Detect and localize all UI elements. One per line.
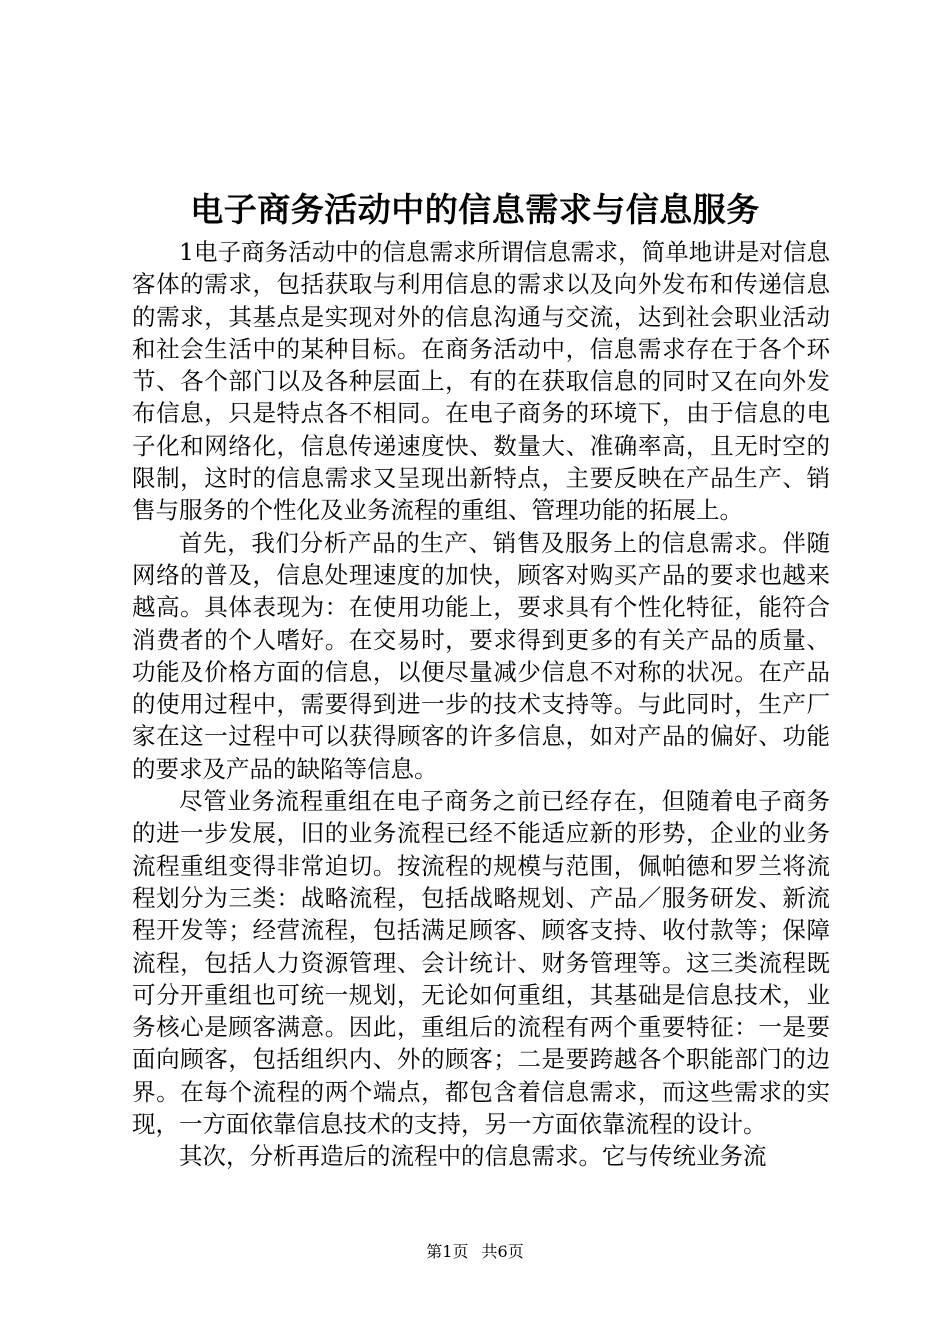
paragraph-4: 其次，分析再造后的流程中的信息需求。它与传统业务流	[179, 1142, 767, 1171]
document-body	[132, 236, 830, 1173]
document-title: 电子商务活动中的信息需求与信息服务	[190, 190, 760, 229]
paragraph-2: 首先，我们分析产品的生产、销售及服务上的信息需求。伴随网络的普及，信息处理速度的加快，顾客对购买产品的要求也越来越高。具体表现为：在使用功能上，要求具有个性化特征，能符合消费者的个人嗜好。在交易时，要求得到更多的有关产品的质量、功能及价格方面的信息，以便尽量减少信息不对称的状况。在产品的使用过程中，需要得到进一步的技术支持等。与此同时，生产厂家在这一过程中可以获得顾客的许多信息，如对产品的偏好、功能的要求及产品的缺陷等信息。	[132, 528, 830, 783]
paragraph-1: 1电子商务活动中的信息需求所谓信息需求，简单地讲是对信息客体的需求，包括获取与利用信息的需求以及向外发布和传递信息的需求，其基点是实现对外的信息沟通与交流，达到社会职业活动和社会生活中的某种目标。在商务活动中，信息需求存在于各个环节、各个部门以及各种层面上，有的在获取信息的同时又在向外发布信息，只是特点各不相同。在电子商务的环境下，由于信息的电子化和网络化，信息传递速度快、数量大、准确率高，且无时空的限制，这时的信息需求又呈现出新特点，主要反映在产品生产、销售与服务的个性化及业务流程的重组、管理功能的拓展上。	[132, 238, 830, 525]
page-total: 共6页	[481, 1242, 524, 1261]
page-footer	[0, 1241, 950, 1263]
paragraph-3: 尽管业务流程重组在电子商务之前已经存在，但随着电子商务的进一步发展，旧的业务流程已经不能适应新的形势，企业的业务流程重组变得非常迫切。按流程的规模与范围，佩帕德和罗兰将流程划分为三类：战略流程，包括战略规划、产品／服务研发、新流程开发等；经营流程，包括满足顾客、顾客支持、收付款等；保障流程，包括人力资源管理、会计统计、财务管理等。这三类流程既可分开重组也可统一规划，无论如何重组，其基础是信息技术，业务核心是顾客满意。因此，重组后的流程有两个重要特征：一是要面向顾客，包括组织内、外的顾客；二是要跨越各个职能部门的边界。在每个流程的两个端点，都包含着信息需求，而这些需求的实现，一方面依靠信息技术的支持，另一方面依靠流程的设计。	[132, 787, 830, 1139]
page-number: 第1页	[426, 1242, 469, 1261]
